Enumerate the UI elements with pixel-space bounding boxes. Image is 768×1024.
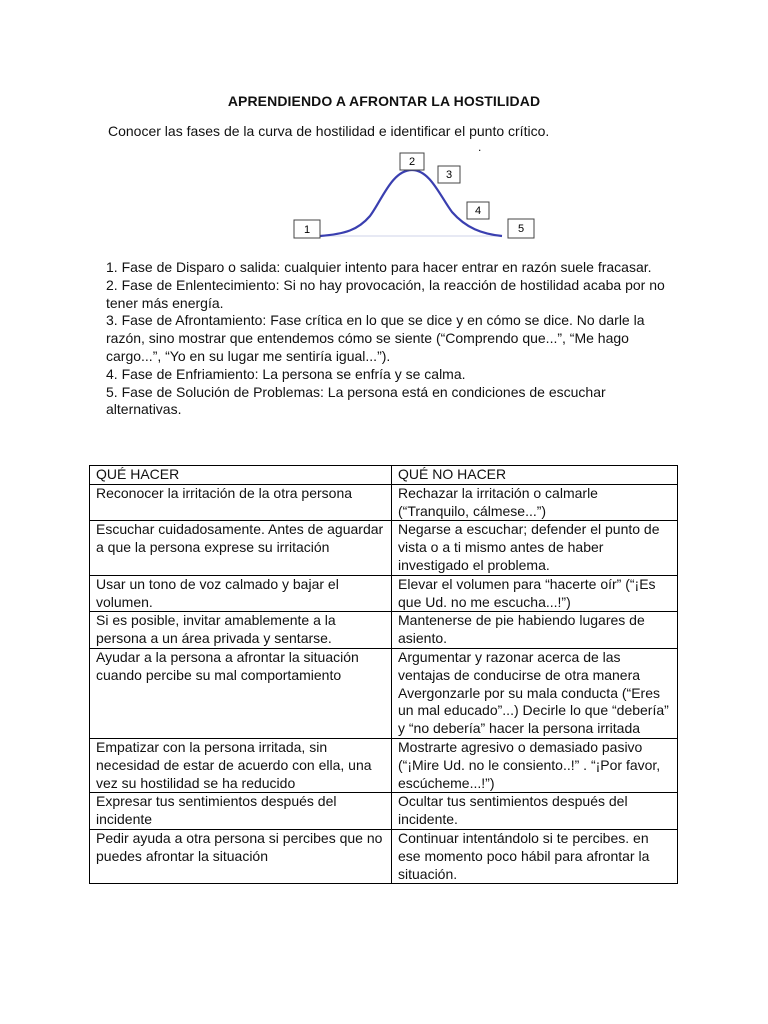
phase-box-3 — [438, 166, 460, 183]
dont-cell: Argumentar y razonar acerca de las ventajas de conducirse de otra manera Avergonzarle por su mala conducta (“Eres un mal educado”...) Decirle lo que “debería” y “no debería” hacer la persona irritada — [392, 648, 678, 738]
hostility-curve-svg — [290, 148, 540, 248]
phase-2-text: 2. Fase de Enlentecimiento: Si no hay provocación, la reacción de hostilidad acaba por no tener más energía. — [106, 276, 665, 311]
table-row — [90, 648, 678, 738]
phase-box-1 — [294, 220, 320, 238]
dont-cell: Continuar intentándolo si te percibes. en ese momento poco hábil para afrontar la situación. — [392, 829, 678, 883]
table-row — [90, 521, 678, 575]
header-dont: QUÉ NO HACER — [392, 466, 678, 485]
do-cell: Usar un tono de voz calmado y bajar el volumen. — [90, 575, 392, 612]
phase-box-4-label: 4 — [474, 205, 482, 217]
table-row — [90, 793, 678, 830]
phase-box-5-label: 5 — [517, 223, 525, 235]
do-cell: Pedir ayuda a otra persona si percibes que no puedes afrontar la situación — [90, 829, 392, 883]
phase-descriptions — [106, 259, 666, 419]
header-do: QUÉ HACER — [90, 466, 392, 485]
table-row — [90, 829, 678, 883]
intro-text: Conocer las fases de la curva de hostilidad e identificar el punto crítico. — [108, 123, 550, 139]
dont-cell: Rechazar la irritación o calmarle (“Tranquilo, cálmese...”) — [392, 484, 678, 521]
do-cell: Expresar tus sentimientos después del incidente — [90, 793, 392, 830]
phase-box-3-label: 3 — [445, 169, 453, 181]
dont-cell: Elevar el volumen para “hacerte oír” (“¡Es que Ud. no me escucha...!”) — [392, 575, 678, 612]
phase-3-text: 3. Fase de Afrontamiento: Fase crítica en lo que se dice y en cómo se dice. No darle la razón, sino mostrar que entendemos cómo se siente (“Comprendo que...”, “Me hago cargo...”, “Yo en su lugar me sentiría igual...”). — [106, 312, 645, 364]
dont-cell: Mostrarte agresivo o demasiado pasivo (“¡Mire Ud. no le consiento..!” . “¡Por favor, escúcheme...!”) — [392, 738, 678, 792]
do-cell: Si es posible, invitar amablemente a la persona a un área privada y sentarse. — [90, 612, 392, 649]
do-cell: Escuchar cuidadosamente. Antes de aguardar a que la persona exprese su irritación — [90, 521, 392, 575]
table-row — [90, 484, 678, 521]
phase-box-2-label: 2 — [408, 156, 416, 168]
table-row — [90, 612, 678, 649]
do-cell: Empatizar con la persona irritada, sin necesidad de estar de acuerdo con ella, una vez su hostilidad se ha reducido — [90, 738, 392, 792]
phase-box-4 — [467, 202, 489, 219]
phase-box-5 — [508, 219, 534, 238]
phase-5-text: 5. Fase de Solución de Problemas: La persona está en condiciones de escuchar alternativas. — [106, 383, 606, 418]
do-cell: Ayudar a la persona a afrontar la situación cuando percibe su mal comportamiento — [90, 648, 392, 738]
dont-cell: Ocultar tus sentimientos después del incidente. — [392, 793, 678, 830]
table-row — [90, 575, 678, 612]
hostility-curve-diagram — [290, 148, 540, 248]
phase-box-1-label: 1 — [303, 224, 311, 236]
table-row — [90, 738, 678, 792]
do-cell: Reconocer la irritación de la otra persona — [90, 484, 392, 521]
phase-1-text: 1. Fase de Disparo o salida: cualquier intento para hacer entrar en razón suele fracasar. — [106, 259, 652, 275]
table-header-row — [90, 466, 678, 485]
stray-mark: . — [478, 140, 482, 154]
phase-box-2 — [400, 153, 424, 170]
phase-4-text: 4. Fase de Enfriamiento: La persona se enfría y se calma. — [106, 365, 466, 382]
dont-cell: Negarse a escuchar; defender el punto de vista o a ti mismo antes de haber investigado el problema. — [392, 521, 678, 575]
page-title: APRENDIENDO A AFRONTAR LA HOSTILIDAD — [227, 93, 541, 109]
do-dont-table — [89, 465, 678, 884]
dont-cell: Mantenerse de pie habiendo lugares de asiento. — [392, 612, 678, 649]
